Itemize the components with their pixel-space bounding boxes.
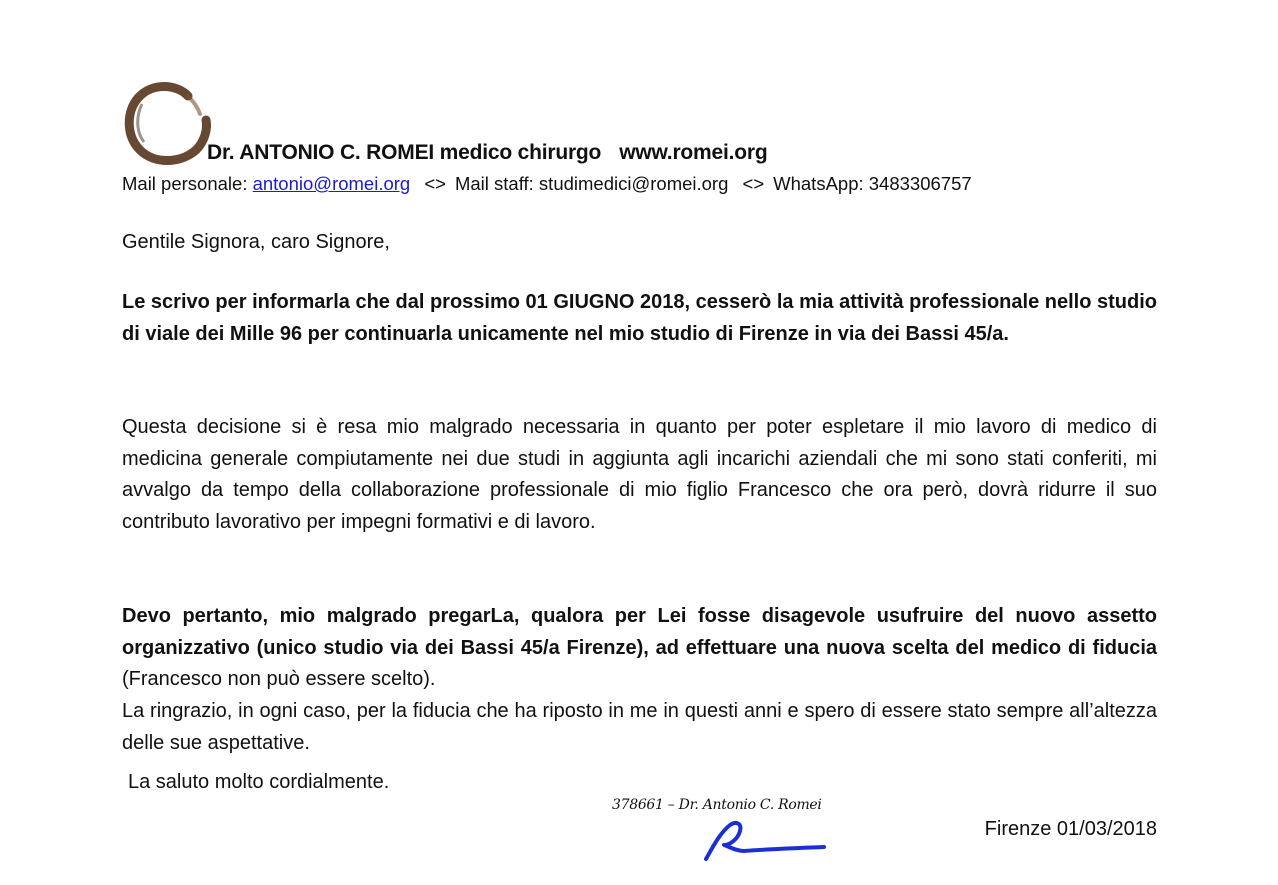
- request-bold-text: Devo pertanto, mio malgrado pregarLa, qualora per Lei fosse disagevole usufruire del nuovo assetto organizzativo (unico studio via dei Bassi 45/a Firenze), ad effettuare una nuova scelta del medico di fiducia: [122, 605, 1157, 659]
- enso-circle-icon: [122, 76, 212, 168]
- website-text: www.romei.org: [619, 141, 768, 164]
- paragraph-reason: Questa decisione si è resa mio malgrado necessaria in quanto per poter espletare il mio lavoro di medico di medicina generale compiutamente nei due studi in aggiunta agli incarichi aziendali che mi sono stati conferiti, mi avvalgo da tempo della collaborazione professionale di mio figlio Francesco che ora però, dovrà ridurre il suo contributo lavorativo per impegni formativi e di lavoro.: [122, 416, 1157, 533]
- letterhead-title: [207, 141, 768, 165]
- personal-mail-label: Mail personale:: [122, 173, 248, 194]
- signature-caption: 378661 – Dr. Antonio C. Romei: [612, 797, 822, 813]
- staff-mail-text: Mail staff: studimedici@romei.org: [454, 173, 729, 194]
- personal-email-link[interactable]: antonio@romei.org: [252, 173, 411, 194]
- closing-greeting: La saluto molto cordialmente.: [128, 771, 390, 793]
- paragraph-announcement: Le scrivo per informarla che dal prossimo 01 GIUGNO 2018, cesserò la mia attività professionale nello studio di viale dei Mille 96 per continuarla unicamente nel mio studio di Firenze in via dei Bassi 45/a.: [122, 291, 1157, 345]
- request-note-text: (Francesco non può essere scelto).: [122, 668, 436, 690]
- place-date: Firenze 01/03/2018: [984, 818, 1157, 840]
- paragraph-request: [122, 601, 1157, 696]
- handwritten-signature: [700, 815, 830, 865]
- paragraph-thanks: La ringrazio, in ogni caso, per la fiducia che ha riposto in me in questi anni e spero di essere stato sempre all’altezza delle sue aspettative.: [122, 700, 1157, 754]
- separator: <>: [424, 173, 446, 194]
- whatsapp-text: WhatsApp: 3483306757: [773, 173, 972, 194]
- salutation: Gentile Signora, caro Signore,: [122, 231, 390, 253]
- contact-line: [122, 173, 972, 195]
- doctor-name: Dr. ANTONIO C. ROMEI medico chirurgo: [207, 141, 602, 164]
- separator: <>: [742, 173, 765, 194]
